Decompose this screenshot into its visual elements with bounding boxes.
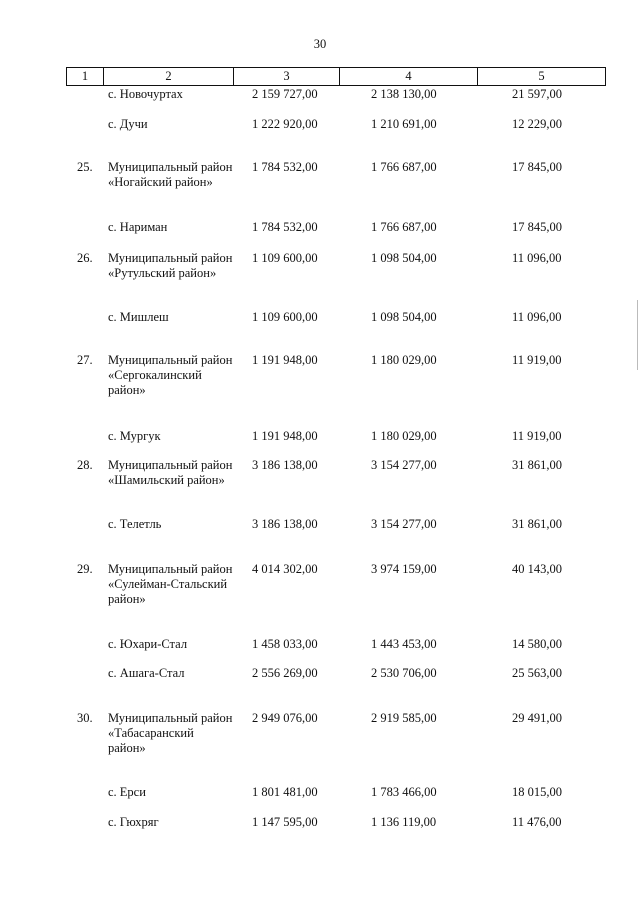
row-value-col3: 1 784 532,00: [252, 220, 318, 234]
row-value-col5: 21 597,00: [512, 87, 562, 101]
row-name: с. Новочуртах: [108, 87, 183, 101]
row-name: Муниципальный район «Сергокалинский район»: [108, 353, 233, 397]
row-value-col4: 2 530 706,00: [371, 666, 437, 680]
row-value-col5: 11 919,00: [512, 429, 562, 443]
row-number: 28.: [77, 458, 93, 472]
row-number: 25.: [77, 160, 93, 174]
header-col-4: 4: [340, 68, 478, 85]
row-name: с. Дучи: [108, 117, 148, 131]
row-value-col5: 31 861,00: [512, 458, 562, 472]
row-value-col3: 1 191 948,00: [252, 429, 318, 443]
row-value-col5: 25 563,00: [512, 666, 562, 680]
row-name: с. Гюхряг: [108, 815, 159, 829]
row-number: 30.: [77, 711, 93, 725]
row-value-col5: 40 143,00: [512, 562, 562, 576]
row-value-col4: 1 783 466,00: [371, 785, 437, 799]
row-number: 26.: [77, 251, 93, 265]
page-number: 30: [313, 37, 327, 51]
row-value-col3: 2 556 269,00: [252, 666, 318, 680]
row-value-col3: 1 191 948,00: [252, 353, 318, 367]
row-value-col4: 3 154 277,00: [371, 458, 437, 472]
row-name: с. Юхари-Стал: [108, 637, 188, 651]
row-value-col4: 1 136 119,00: [371, 815, 437, 829]
scan-edge-mark: [637, 300, 638, 370]
row-value-col3: 2 949 076,00: [252, 711, 318, 725]
row-value-col5: 18 015,00: [512, 785, 562, 799]
row-value-col3: 1 458 033,00: [252, 637, 318, 651]
row-value-col5: 11 919,00: [512, 353, 562, 367]
row-value-col5: 11 476,00: [512, 815, 562, 829]
row-value-col4: 1 210 691,00: [371, 117, 437, 131]
row-value-col4: 1 766 687,00: [371, 220, 437, 234]
row-value-col4: 3 974 159,00: [371, 562, 437, 576]
row-value-col3: 1 222 920,00: [252, 117, 318, 131]
row-name: Муниципальный район «Рутульский район»: [108, 251, 233, 280]
row-value-col4: 3 154 277,00: [371, 517, 437, 531]
header-col-3: 3: [234, 68, 340, 85]
row-name: с. Нариман: [108, 220, 168, 234]
row-value-col3: 1 109 600,00: [252, 310, 318, 324]
row-value-col3: 3 186 138,00: [252, 517, 318, 531]
row-value-col3: 1 801 481,00: [252, 785, 318, 799]
row-number: 29.: [77, 562, 93, 576]
row-value-col4: 1 098 504,00: [371, 251, 437, 265]
row-name: Муниципальный район «Ногайский район»: [108, 160, 233, 189]
row-value-col4: 2 138 130,00: [371, 87, 437, 101]
row-value-col5: 17 845,00: [512, 160, 562, 174]
row-name: Муниципальный район «Шамильский район»: [108, 458, 233, 487]
table-header: [66, 67, 606, 86]
row-value-col5: 31 861,00: [512, 517, 562, 531]
header-col-1: 1: [67, 68, 104, 85]
row-value-col4: 1 180 029,00: [371, 353, 437, 367]
row-value-col3: 4 014 302,00: [252, 562, 318, 576]
row-name: Муниципальный район «Сулейман-Стальский район»: [108, 562, 233, 606]
row-value-col3: 1 784 532,00: [252, 160, 318, 174]
header-col-5: 5: [538, 69, 545, 83]
header-col-2: 2: [104, 68, 234, 85]
row-value-col3: 3 186 138,00: [252, 458, 318, 472]
row-value-col5: 11 096,00: [512, 251, 562, 265]
row-value-col4: 1 766 687,00: [371, 160, 437, 174]
row-name: с. Ерси: [108, 785, 146, 799]
row-value-col5: 17 845,00: [512, 220, 562, 234]
row-value-col4: 2 919 585,00: [371, 711, 437, 725]
row-number: 27.: [77, 353, 93, 367]
row-value-col3: 1 147 595,00: [252, 815, 318, 829]
row-value-col5: 11 096,00: [512, 310, 562, 324]
row-value-col5: 12 229,00: [512, 117, 562, 131]
row-value-col4: 1 098 504,00: [371, 310, 437, 324]
row-value-col4: 1 443 453,00: [371, 637, 437, 651]
row-name: с. Мишлеш: [108, 310, 169, 324]
row-value-col5: 29 491,00: [512, 711, 562, 725]
row-value-col5: 14 580,00: [512, 637, 562, 651]
row-value-col4: 1 180 029,00: [371, 429, 437, 443]
row-name: с. Ашага-Стал: [108, 666, 185, 680]
row-name: с. Телетль: [108, 517, 162, 531]
row-value-col3: 1 109 600,00: [252, 251, 318, 265]
row-value-col3: 2 159 727,00: [252, 87, 318, 101]
row-name: Муниципальный район «Табасаранский район»: [108, 711, 233, 755]
row-name: с. Мургук: [108, 429, 161, 443]
